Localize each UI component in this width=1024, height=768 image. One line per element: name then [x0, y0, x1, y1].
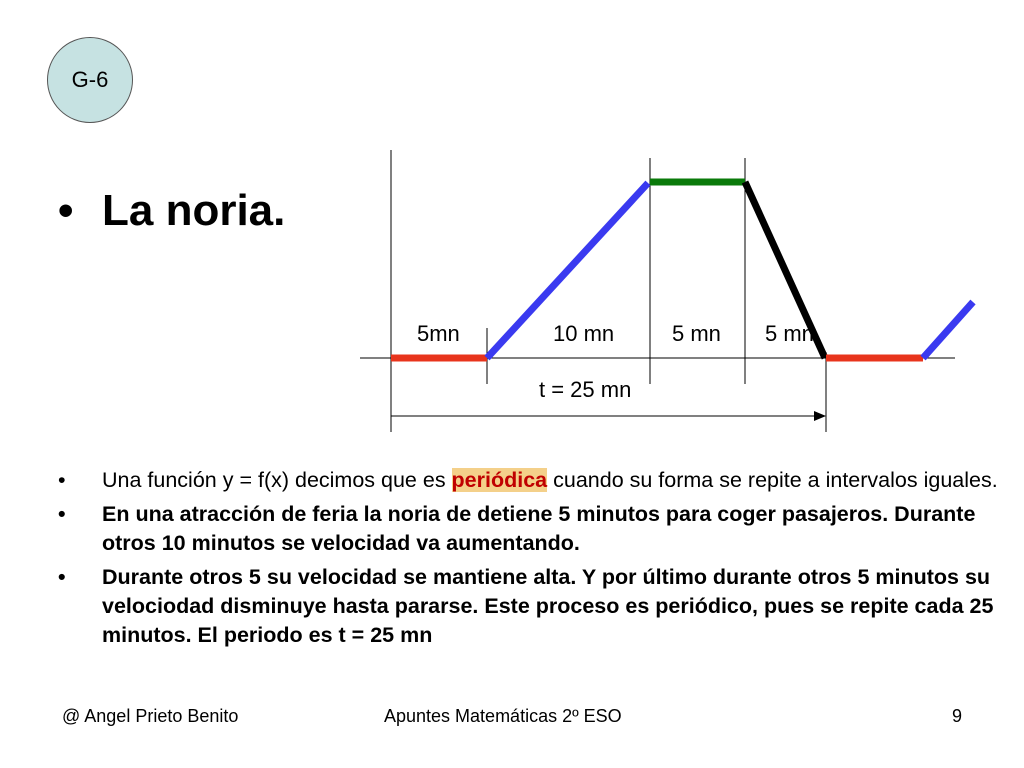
bullet-example-2 — [58, 563, 998, 650]
slide-code-text: G-6 — [71, 67, 109, 92]
period-label: t = 25 mn — [539, 377, 632, 402]
bullet-dot-icon: • — [58, 186, 74, 235]
example-1-text: En una atracción de feria la noria de detiene 5 minutos para coger pasajeros. Durante otros 10 minutos se velocidad va aumentando. — [102, 502, 976, 555]
bullet-definition — [58, 466, 998, 495]
segment-rising-repeat — [923, 302, 973, 358]
definition-text-start: Una función y = f(x) decimos que es — [102, 468, 452, 492]
bullet-dot-icon: • — [58, 468, 66, 492]
footer-author: @ Angel Prieto Benito — [62, 706, 239, 726]
arrow-head-icon — [814, 411, 826, 421]
label-falling: 5 mn — [765, 321, 814, 346]
highlight-periodica: periódica — [451, 468, 548, 492]
bullet-dot-icon: • — [58, 565, 66, 589]
footer-course: Apuntes Matemáticas 2º ESO — [384, 706, 622, 726]
example-2-text: Durante otros 5 su velocidad se mantiene alta. Y por último durante otros 5 minutos su velociodad disminuye hasta pararse. Este proceso es periódico, pues se repite cada 25 minutos. El periodo es t = 25 mn — [102, 565, 994, 647]
label-rest: 5mn — [417, 321, 460, 346]
bullet-dot-icon: • — [58, 502, 66, 526]
bullet-list — [58, 466, 998, 655]
bullet-example-1 — [58, 500, 998, 558]
definition-text-end: cuando su forma se repite a intervalos iguales. — [547, 468, 998, 492]
slide-title-text: La noria. — [102, 186, 286, 235]
label-rising: 10 mn — [553, 321, 615, 346]
footer-page-number: 9 — [952, 706, 963, 726]
label-high: 5 mn — [672, 321, 721, 346]
